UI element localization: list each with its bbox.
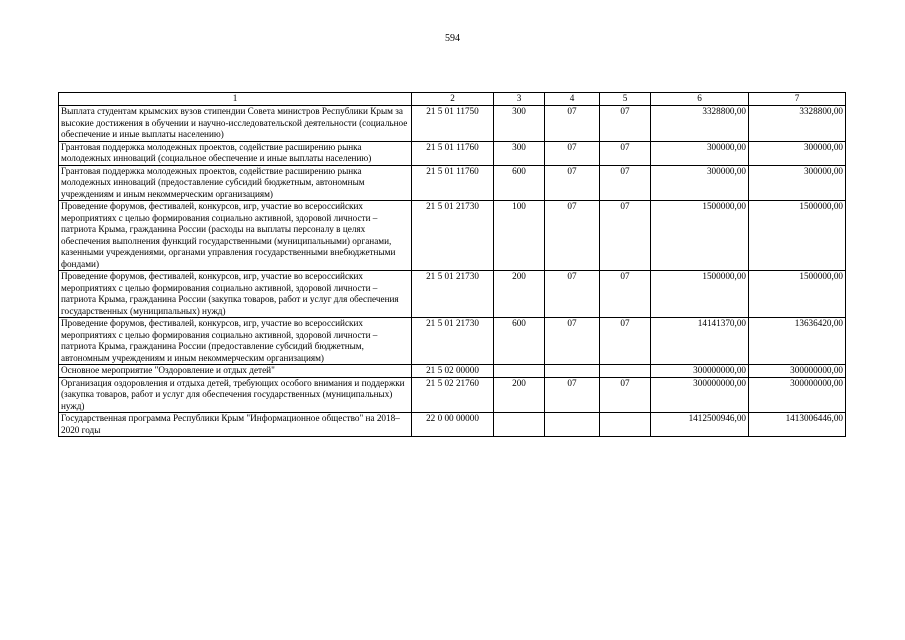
target-article-code: 21 5 01 11760 bbox=[412, 165, 494, 201]
section-code bbox=[545, 413, 600, 437]
subsection-code: 07 bbox=[600, 165, 651, 201]
amount-col6: 1412500946,00 bbox=[651, 413, 749, 437]
expense-type-code: 300 bbox=[494, 141, 545, 165]
amount-col7: 300000,00 bbox=[749, 165, 846, 201]
amount-col7: 1500000,00 bbox=[749, 201, 846, 271]
section-code: 07 bbox=[545, 271, 600, 318]
table-row bbox=[59, 318, 846, 365]
column-header: 4 bbox=[545, 93, 600, 106]
item-name: Выплата студентам крымских вузов стипендии Совета министров Республики Крым за высокие достижения в обучении и научно-исследовательской деятельности (социальное обеспечение и иные выплаты населению) bbox=[59, 106, 412, 142]
subsection-code bbox=[600, 413, 651, 437]
amount-col7: 3328800,00 bbox=[749, 106, 846, 142]
column-header: 7 bbox=[749, 93, 846, 106]
expense-type-code: 300 bbox=[494, 106, 545, 142]
item-name: Грантовая поддержка молодежных проектов, содействие расширению рынка молодежных инноваций (предоставление субсидий бюджетным, автономным учреждениям и иным некоммерческим организациям) bbox=[59, 165, 412, 201]
amount-col7: 1500000,00 bbox=[749, 271, 846, 318]
table-row bbox=[59, 413, 846, 437]
column-header: 1 bbox=[59, 93, 412, 106]
section-code: 07 bbox=[545, 141, 600, 165]
table-row bbox=[59, 141, 846, 165]
subsection-code: 07 bbox=[600, 201, 651, 271]
table-row bbox=[59, 271, 846, 318]
amount-col7: 300000000,00 bbox=[749, 365, 846, 378]
item-name: Основное мероприятие "Оздоровление и отдых детей" bbox=[59, 365, 412, 378]
section-code: 07 bbox=[545, 377, 600, 413]
expense-type-code: 200 bbox=[494, 271, 545, 318]
header-row bbox=[59, 93, 846, 106]
column-header: 6 bbox=[651, 93, 749, 106]
amount-col6: 3328800,00 bbox=[651, 106, 749, 142]
page-number: 594 bbox=[445, 33, 460, 44]
item-name: Государственная программа Республики Крым "Информационное общество" на 2018–2020 годы bbox=[59, 413, 412, 437]
table-row bbox=[59, 365, 846, 378]
amount-col7: 13636420,00 bbox=[749, 318, 846, 365]
section-code: 07 bbox=[545, 201, 600, 271]
target-article-code: 21 5 01 11750 bbox=[412, 106, 494, 142]
item-name: Организация оздоровления и отдыха детей, требующих особого внимания и поддержки (закупка товаров, работ и услуг для обеспечения государственных (муниципальных) нужд) bbox=[59, 377, 412, 413]
subsection-code bbox=[600, 365, 651, 378]
section-code: 07 bbox=[545, 318, 600, 365]
item-name: Проведение форумов, фестивалей, конкурсов, игр, участие во всероссийских мероприятиях с целью формирования социально активной, здоровой личности – патриота Крыма, гражданина России (предоставление субсидий бюджетным, автономным учреждениям и иным некоммерческим организациям) bbox=[59, 318, 412, 365]
target-article-code: 21 5 01 21730 bbox=[412, 271, 494, 318]
item-name: Проведение форумов, фестивалей, конкурсов, игр, участие во всероссийских мероприятиях с целью формирования социально активной, здоровой личности – патриота Крыма, гражданина России (закупка товаров, работ и услуг для обеспечения государственных (муниципальных) нужд) bbox=[59, 271, 412, 318]
expense-type-code: 200 bbox=[494, 377, 545, 413]
table-row bbox=[59, 165, 846, 201]
section-code: 07 bbox=[545, 106, 600, 142]
subsection-code: 07 bbox=[600, 106, 651, 142]
column-header: 5 bbox=[600, 93, 651, 106]
budget-table bbox=[58, 92, 846, 437]
item-name: Грантовая поддержка молодежных проектов, содействие расширению рынка молодежных инноваций (социальное обеспечение и иные выплаты населению) bbox=[59, 141, 412, 165]
target-article-code: 21 5 01 21730 bbox=[412, 318, 494, 365]
amount-col6: 300000,00 bbox=[651, 141, 749, 165]
subsection-code: 07 bbox=[600, 318, 651, 365]
section-code: 07 bbox=[545, 165, 600, 201]
expense-type-code bbox=[494, 365, 545, 378]
expense-type-code: 600 bbox=[494, 165, 545, 201]
target-article-code: 22 0 00 00000 bbox=[412, 413, 494, 437]
amount-col7: 300000000,00 bbox=[749, 377, 846, 413]
amount-col6: 300000000,00 bbox=[651, 365, 749, 378]
amount-col6: 1500000,00 bbox=[651, 271, 749, 318]
section-code bbox=[545, 365, 600, 378]
target-article-code: 21 5 01 21730 bbox=[412, 201, 494, 271]
amount-col6: 14141370,00 bbox=[651, 318, 749, 365]
expense-type-code bbox=[494, 413, 545, 437]
expense-type-code: 100 bbox=[494, 201, 545, 271]
table-row bbox=[59, 201, 846, 271]
table-row bbox=[59, 106, 846, 142]
target-article-code: 21 5 02 00000 bbox=[412, 365, 494, 378]
subsection-code: 07 bbox=[600, 141, 651, 165]
table-row bbox=[59, 377, 846, 413]
subsection-code: 07 bbox=[600, 271, 651, 318]
target-article-code: 21 5 01 11760 bbox=[412, 141, 494, 165]
expense-type-code: 600 bbox=[494, 318, 545, 365]
target-article-code: 21 5 02 21760 bbox=[412, 377, 494, 413]
amount-col6: 300000000,00 bbox=[651, 377, 749, 413]
amount-col6: 300000,00 bbox=[651, 165, 749, 201]
subsection-code: 07 bbox=[600, 377, 651, 413]
amount-col7: 1413006446,00 bbox=[749, 413, 846, 437]
item-name: Проведение форумов, фестивалей, конкурсов, игр, участие во всероссийских мероприятиях с целью формирования социально активной, здоровой личности – патриота Крыма, гражданина России (расходы на выплаты персоналу в целях обеспечения выполнения функций государственными (муниципальными) органами, казенными учреждениями, органами управления государственными внебюджетными фондами) bbox=[59, 201, 412, 271]
amount-col6: 1500000,00 bbox=[651, 201, 749, 271]
column-header: 3 bbox=[494, 93, 545, 106]
amount-col7: 300000,00 bbox=[749, 141, 846, 165]
column-header: 2 bbox=[412, 93, 494, 106]
